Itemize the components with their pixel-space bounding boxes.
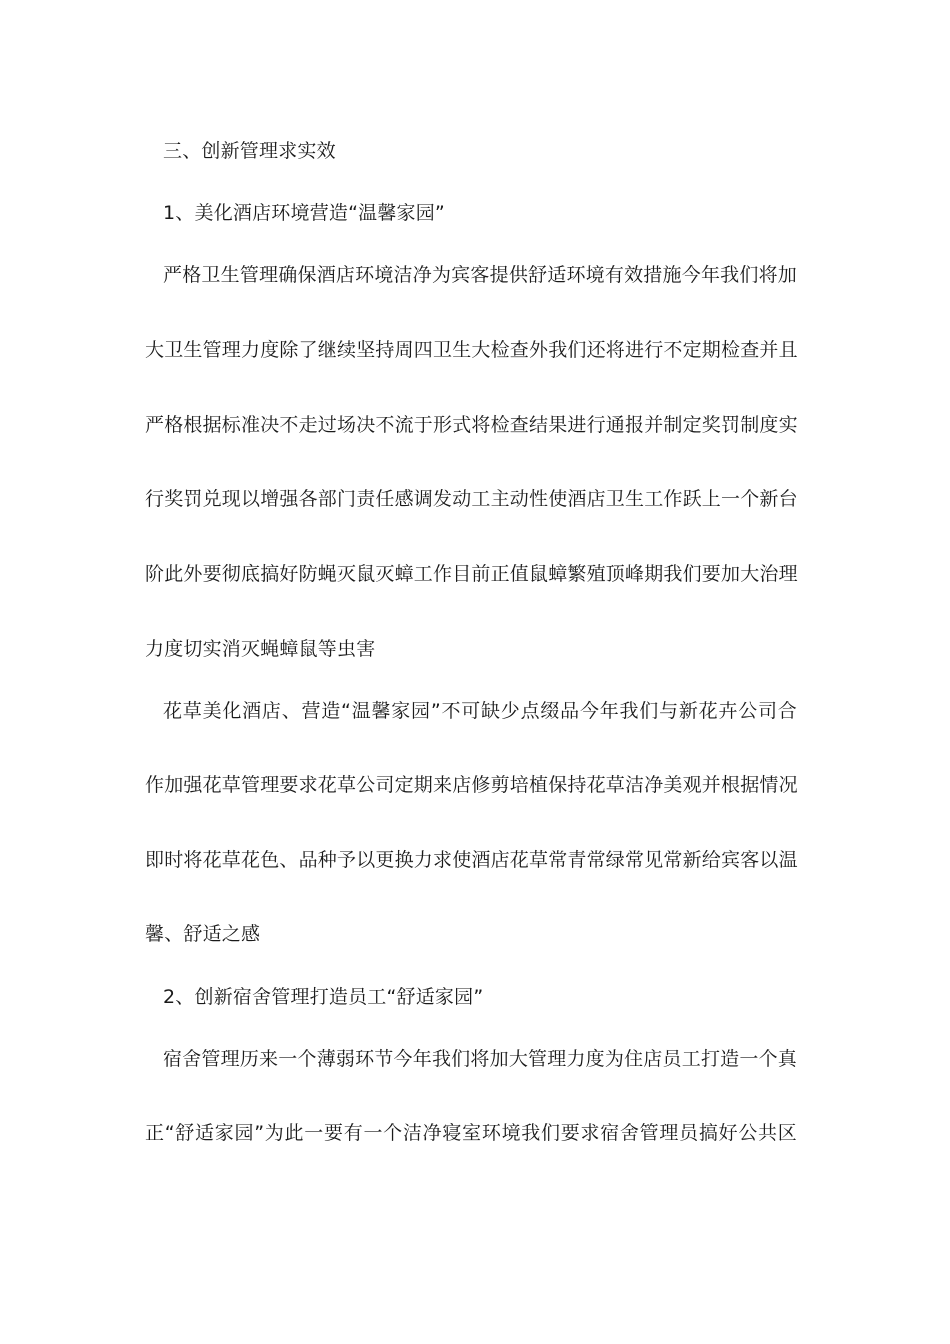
paragraph-line: 大卫生管理力度除了继续坚持周四卫生大检查外我们还将进行不定期检查并且 bbox=[145, 339, 798, 361]
paragraph-line: 行奖罚兑现以增强各部门责任感调发动工主动性使酒店卫生工作跃上一个新台 bbox=[145, 488, 798, 510]
subsection-heading: 2、创新宿舍管理打造员工“舒适家园” bbox=[163, 986, 484, 1008]
paragraph-line: 作加强花草管理要求花草公司定期来店修剪培植保持花草洁净美观并根据情况 bbox=[145, 774, 798, 796]
paragraph-line: 馨、舒适之感 bbox=[145, 923, 261, 945]
paragraph-line: 严格卫生管理确保酒店环境洁净为宾客提供舒适环境有效措施今年我们将加 bbox=[163, 264, 797, 286]
paragraph-line: 即时将花草花色、品种予以更换力求使酒店花草常青常绿常见常新给宾客以温 bbox=[145, 849, 798, 871]
section-heading: 三、创新管理求实效 bbox=[163, 140, 336, 162]
paragraph-line: 严格根据标准决不走过场决不流于形式将检查结果进行通报并制定奖罚制度实 bbox=[145, 414, 798, 436]
paragraph-line: 力度切实消灭蝇蟑鼠等虫害 bbox=[145, 638, 376, 660]
paragraph-line: 花草美化酒店、营造“温馨家园”不可缺少点缀品今年我们与新花卉公司合 bbox=[163, 700, 797, 722]
paragraph-line: 宿舍管理历来一个薄弱环节今年我们将加大管理力度为住店员工打造一个真 bbox=[163, 1048, 797, 1070]
subsection-heading: 1、美化酒店环境营造“温馨家园” bbox=[163, 202, 445, 224]
paragraph-line: 正“舒适家园”为此一要有一个洁净寝室环境我们要求宿舍管理员搞好公共区 bbox=[145, 1122, 797, 1144]
paragraph-line: 阶此外要彻底搞好防蝇灭鼠灭蟑工作目前正值鼠蟑繁殖顶峰期我们要加大治理 bbox=[145, 563, 798, 585]
